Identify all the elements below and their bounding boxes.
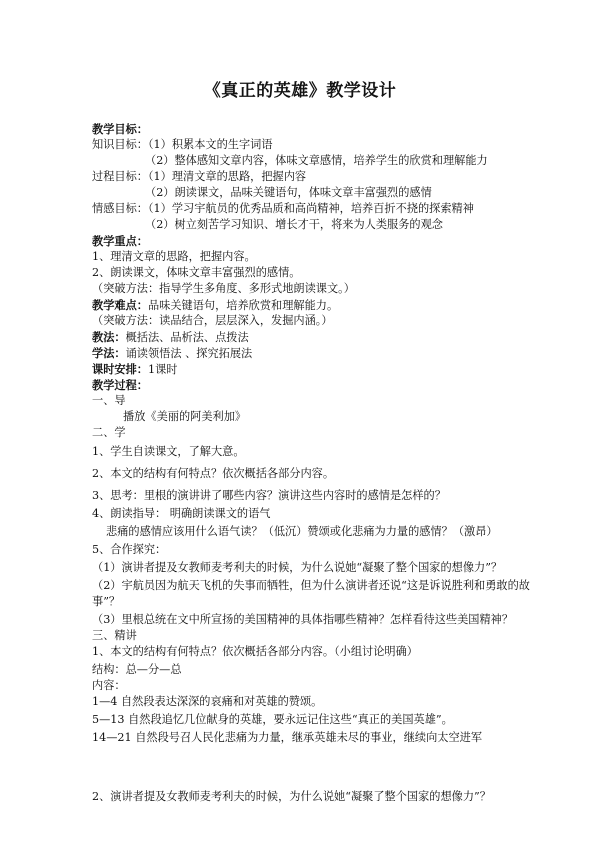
- difficulty-line: [92, 297, 338, 314]
- teaching-method-text: 概括法、品析法、点拨法: [125, 331, 249, 344]
- section-2-question-4b: 悲痛的感情应该用什么语气读？（低沉）赞颂或化悲痛为力量的感情？（激昂）: [106, 525, 498, 538]
- key-points-method: （突破方法：指导学生多角度、多形式地朗读课文。）: [92, 282, 355, 295]
- learning-method-label: 学法：: [92, 346, 126, 360]
- section-3-question-1: 1、本文的结构有何特点？依次概括各部分内容。（小组讨论明确）: [92, 645, 418, 658]
- section-1-heading: 一、导: [92, 394, 126, 407]
- objective-knowledge-2: （2）整体感知文章内容，体味文章感情，培养学生的欣赏和理解能力: [145, 154, 488, 167]
- difficulty-method: （突破方法：读品结合，层层深入，发掘内涵。）: [92, 314, 333, 327]
- schedule-line: [92, 361, 177, 378]
- document-title: 《真正的英雄》教学设计: [203, 81, 397, 101]
- content-item-2: 5—13 自然段追忆几位献身的英雄，要永远记住这些“真正的美国英雄”。: [92, 713, 453, 726]
- section-3-question-2: 2、演讲者提及女教师麦考利夫的时候，为什么说她“凝聚了整个国家的想像力”？: [92, 790, 491, 803]
- schedule-label: 课时安排：: [92, 362, 148, 376]
- section-2-question-1: 1、学生自读课文，了解大意。: [92, 445, 245, 458]
- objective-knowledge-1: 知识目标：（1）积累本文的生字词语: [92, 138, 273, 151]
- teaching-method-line: [92, 329, 249, 346]
- section-2-question-5-3: （3）里根总统在文中所宣扬的美国精神的具体指哪些精神？怎样看待这些美国精神？: [92, 613, 514, 626]
- structure-text: 结构：总—分—总: [92, 663, 182, 676]
- difficulty-text: 品味关键语句，培养欣赏和理解能力。: [147, 299, 339, 312]
- learning-method-text: 诵读领悟法 、探究拓展法: [125, 347, 253, 360]
- section-2-heading: 二、学: [92, 426, 126, 439]
- content-item-3: 14—21 自然段号召人民化悲痛为力量，继承英雄未尽的事业，继续向太空进军: [92, 731, 483, 744]
- process-heading: 教学过程：: [92, 378, 148, 392]
- teaching-method-label: 教法：: [92, 330, 126, 344]
- objective-process-1: 过程目标：（1）理清文章的思路，把握内容: [92, 170, 307, 183]
- section-2-question-5-1: （1）演讲者提及女教师麦考利夫的时候，为什么说她“凝聚了整个国家的想像力”？: [92, 561, 503, 574]
- learning-method-line: [92, 345, 252, 362]
- key-point-1: 1、理清文章的思路，把握内容。: [92, 250, 256, 263]
- objectives-heading: 教学目标：: [92, 122, 148, 136]
- content-item-1: 1—4 自然段表达深深的哀痛和对英雄的赞颂。: [92, 695, 323, 708]
- section-2-question-3: 3、思考：里根的演讲讲了哪些内容？演讲这些内容时的感情是怎样的？: [92, 489, 446, 502]
- section-1-text: 播放《美丽的阿美利加》: [123, 410, 247, 423]
- content-label: 内容：: [92, 679, 126, 692]
- objective-emotion-2: （2）树立刻苦学习知识、增长才干，将来为人类服务的观念: [145, 218, 443, 231]
- section-2-question-5-2b: 事”？: [92, 595, 121, 608]
- key-point-2: 2、朗读课文，体味文章丰富强烈的感情。: [92, 266, 301, 279]
- objective-emotion-1: 情感目标：（1）学习宇航员的优秀品质和高尚精神，培养百折不挠的探索精神: [92, 202, 474, 215]
- section-2-question-5-2a: （2）宇航员因为航天飞机的失事而牺牲，但为什么演讲者还说“这是诉说胜利和勇敢的故: [92, 579, 530, 592]
- objective-process-2: （2）朗读课文，品味关键语句，体味文章丰富强烈的感情: [145, 186, 432, 199]
- section-3-heading: 三、精讲: [92, 629, 137, 642]
- section-2-question-4: 4、朗读指导： 明确朗读课文的语气: [92, 507, 271, 520]
- difficulty-heading: 教学难点：: [92, 298, 148, 312]
- key-points-heading: 教学重点：: [92, 234, 148, 248]
- schedule-text: 1课时: [147, 363, 178, 376]
- section-2-question-2: 2、本文的结构有何特点？依次概括各部分内容。: [92, 467, 335, 480]
- section-2-question-5: 5、合作探究：: [92, 543, 167, 556]
